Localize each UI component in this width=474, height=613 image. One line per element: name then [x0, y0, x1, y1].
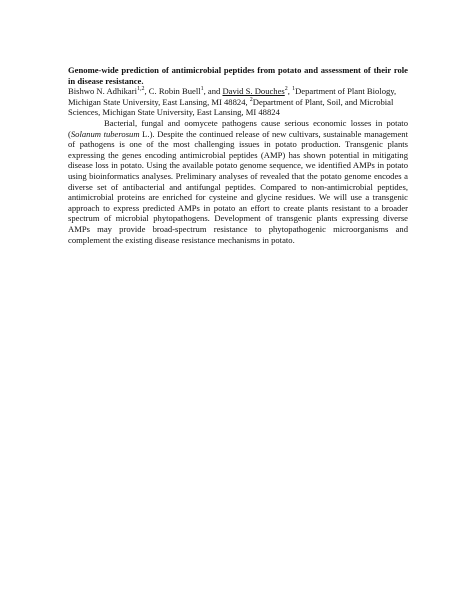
abstract-title: Genome-wide prediction of antimicrobial peptides from potato and assessment of their role in disease resistance.: [68, 65, 408, 86]
author-separator: ,: [144, 86, 149, 97]
author-name: Bishwo N. Adhikari: [68, 86, 137, 97]
presenting-author-name: David S. Douches: [222, 86, 285, 97]
abstract-block: [68, 65, 408, 245]
species-name: Solanum tuberosum: [70, 128, 140, 139]
affiliation-superscript: 1: [292, 86, 296, 93]
abstract-text-part: Bacterial, fungal and oomycete pathogens cause serious economic losses in potato (: [68, 117, 408, 139]
author-name: C. Robin Buell: [148, 86, 201, 97]
author-line: [68, 86, 408, 118]
affiliation-text: Department of Plant Biology, Michigan State University, East Lansing, MI 48824,: [68, 86, 397, 107]
author-superscript: 1: [200, 86, 204, 93]
author-superscript: 2: [284, 86, 288, 93]
author-superscript: 1,2: [137, 86, 145, 93]
affiliation-text: Department of Plant, Soil, and Microbial Sciences, Michigan State University, East Lansing, MI 48824: [68, 96, 394, 118]
author-separator: ,: [287, 86, 293, 97]
abstract-body: [68, 118, 408, 245]
affiliation-superscript: 2: [249, 96, 253, 103]
author-separator: , and: [203, 86, 223, 97]
abstract-text-part: L.). Despite the continued release of new cultivars, sustainable management of pathogens is one of the most challenging issues in potato production. Transgenic plants expressing the genes encoding antimicrobial peptides (AMP) has shown potential in mitigating disease loss in potato. Using the available potato genome sequence, we identified AMPs in potato using bioinformatics analyses. Preliminary analyses of revealed that the potato genome encodes a diverse set of antibacterial and antifungal peptides. Compared to non-antimicrobial peptides, antimicrobial proteins are enriched for cysteine and glycine residues. We will use a transgenic approach to express predicted AMPs in potato an effort to create plants resistant to a broader spectrum of microbial phytopathogens. Development of transgenic plants expressing diverse AMPs may provide broad-spectrum resistance to phytopathogenic microorganisms and complement the existing disease resistance mechanisms in potato.: [68, 128, 408, 245]
